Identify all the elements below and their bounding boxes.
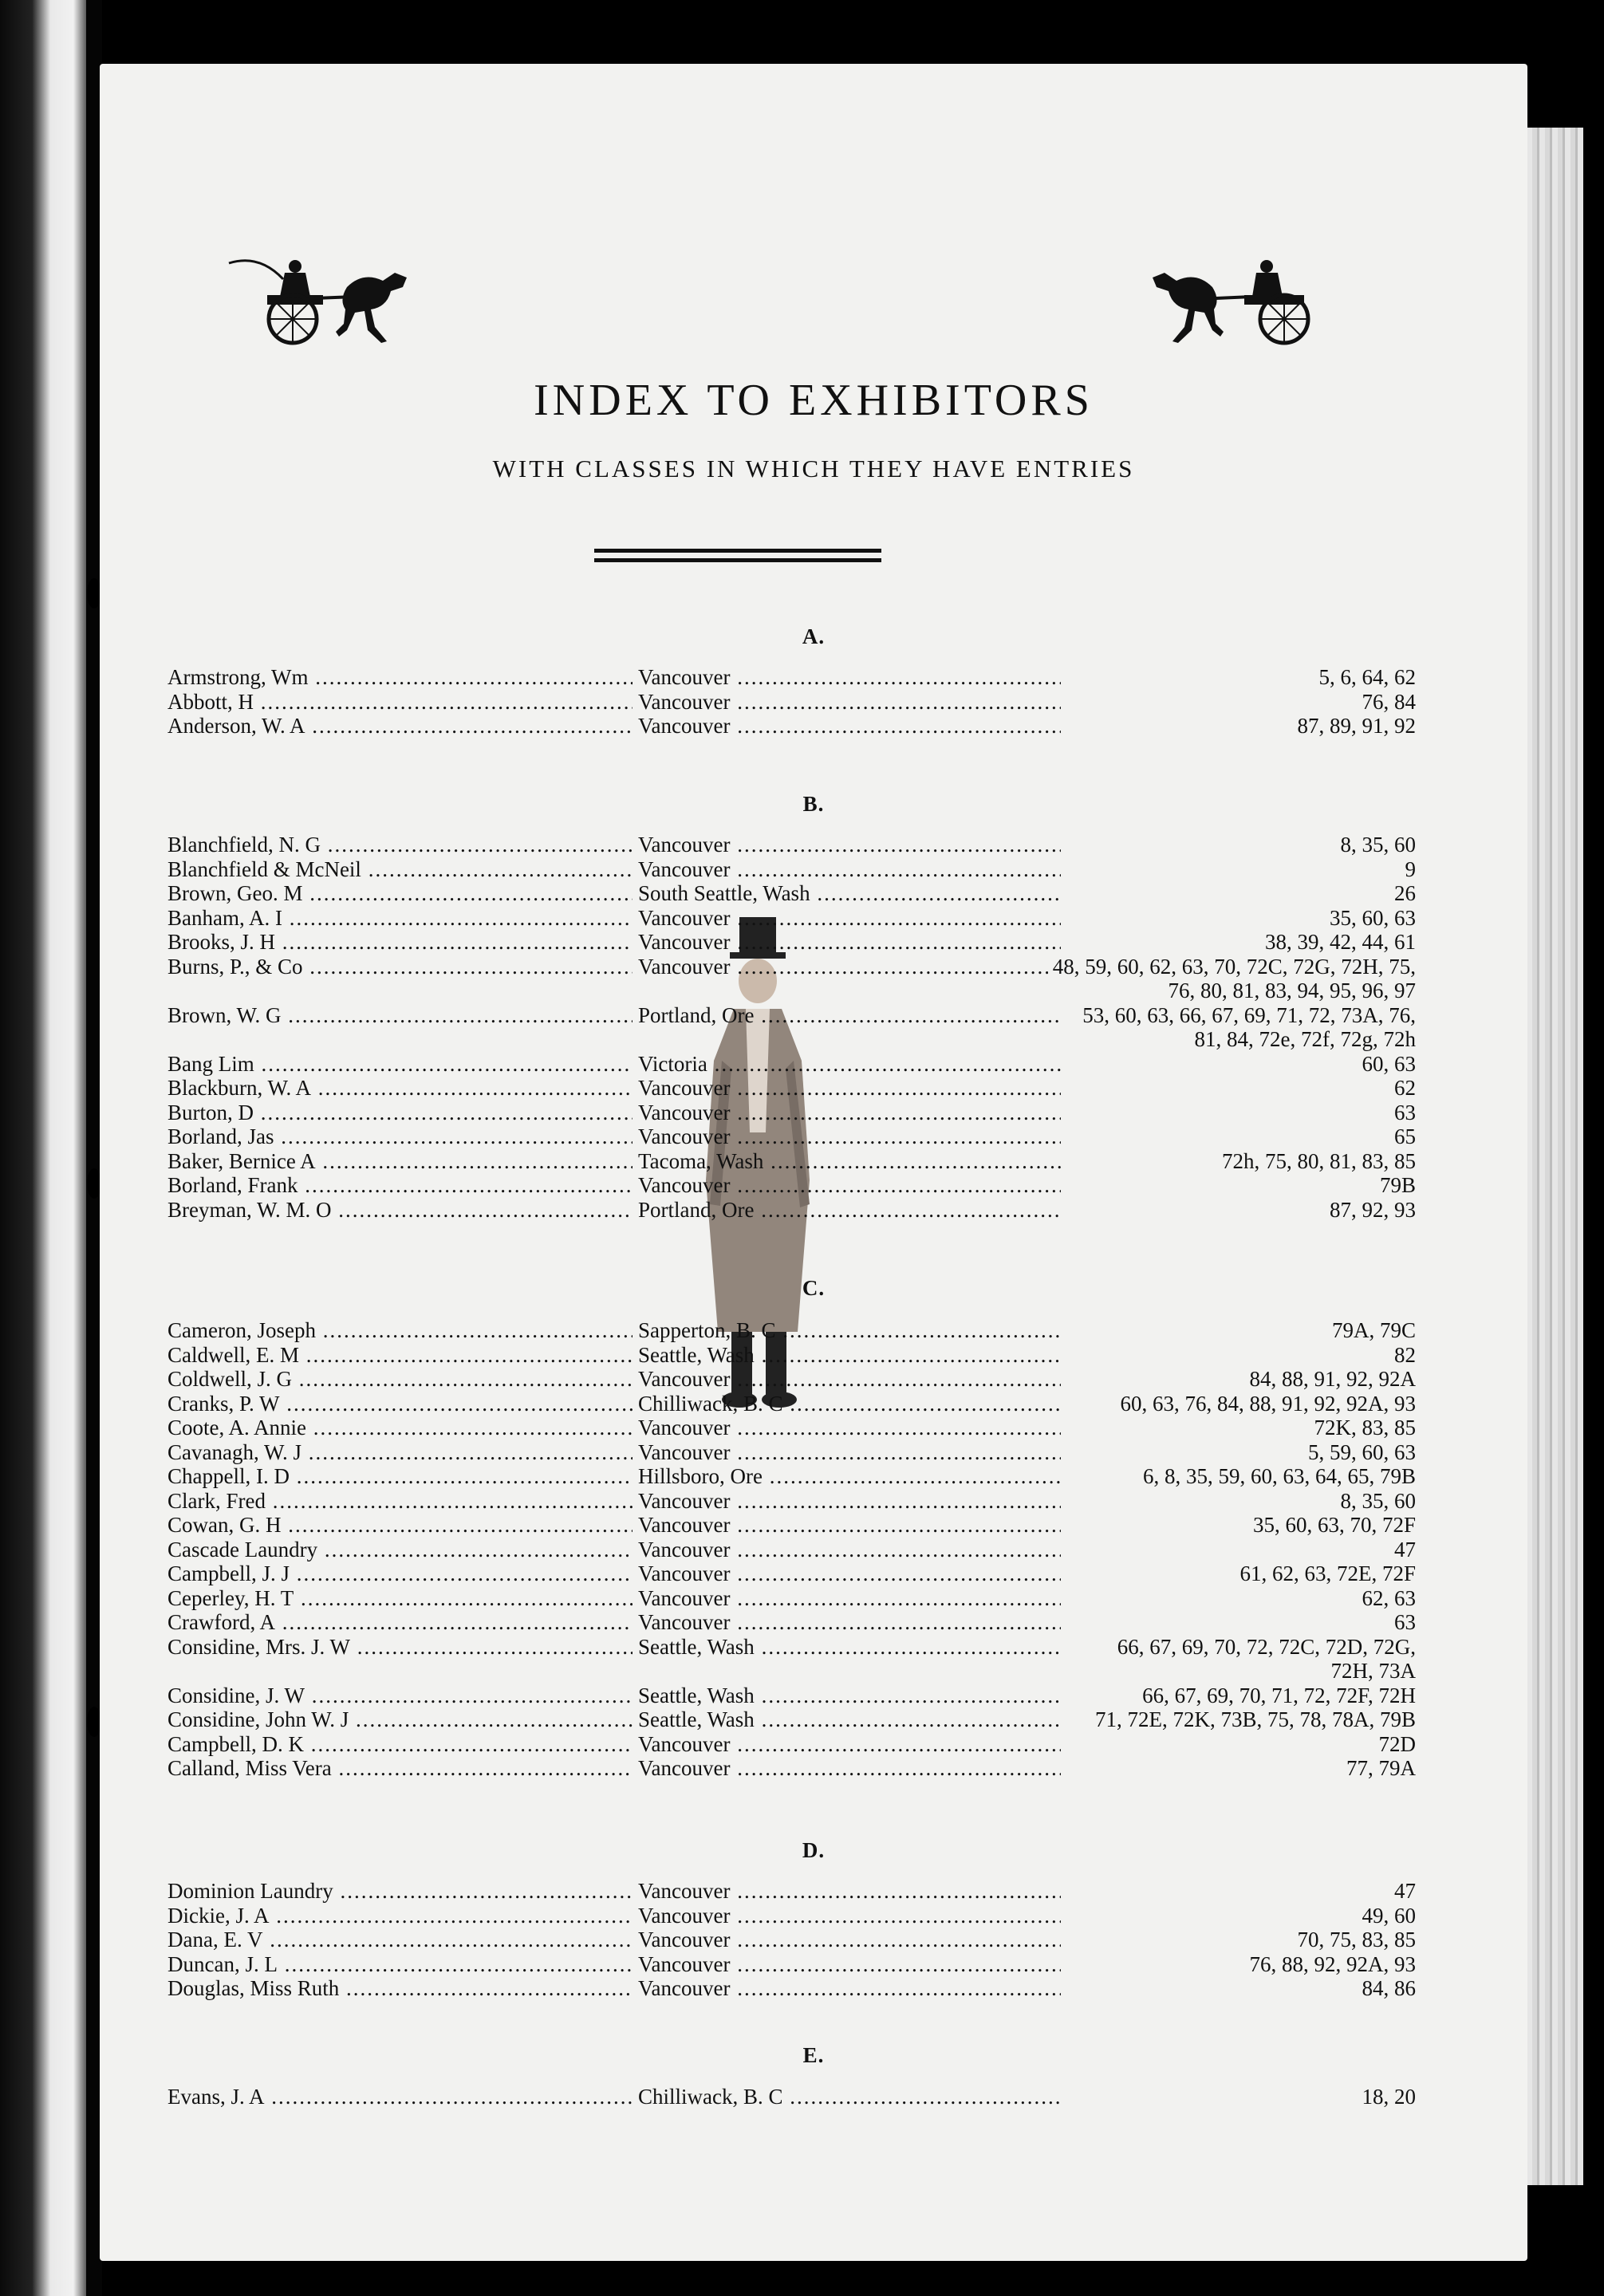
list-item bbox=[100, 1149, 1527, 1174]
list-item bbox=[100, 1440, 1527, 1465]
exhibitor-classes: 18, 20 bbox=[1358, 2085, 1417, 2109]
exhibitor-classes: 47 bbox=[1389, 1879, 1416, 1904]
title-rule bbox=[594, 558, 881, 562]
exhibitor-place: Tacoma, Wash ..... bbox=[638, 1149, 1061, 1174]
exhibitor-name: Considine, John W. J ..... bbox=[167, 1707, 633, 1732]
exhibitor-place: Vancouver ..... bbox=[638, 1489, 1061, 1514]
exhibitor-classes: 63 bbox=[1389, 1101, 1416, 1125]
exhibitor-name: Dana, E. V ..... bbox=[167, 1928, 633, 1952]
list-item bbox=[100, 1879, 1527, 1904]
exhibitor-name: Cranks, P. W ..... bbox=[167, 1392, 633, 1416]
list-item bbox=[100, 1343, 1527, 1368]
exhibitor-place: Vancouver ..... bbox=[638, 1904, 1061, 1928]
exhibitor-classes: 71, 72E, 72K, 73B, 75, 78, 78A, 79B bbox=[1090, 1707, 1416, 1732]
exhibitor-classes: 84, 86 bbox=[1358, 1976, 1417, 2001]
exhibitor-place: Seattle, Wash ..... bbox=[638, 1343, 1061, 1368]
exhibitor-place: Vancouver ..... bbox=[638, 1101, 1061, 1125]
exhibitor-place: Vancouver ..... bbox=[638, 1879, 1061, 1904]
exhibitor-name: Abbott, H ..... bbox=[167, 690, 633, 715]
section-letter-b: B. bbox=[802, 792, 825, 816]
list-item bbox=[100, 1464, 1527, 1489]
exhibitor-name: Blackburn, W. A ..... bbox=[167, 1076, 633, 1101]
section-letter-c: C. bbox=[802, 1276, 826, 1300]
section-d-entries bbox=[100, 1879, 1527, 2001]
list-item bbox=[100, 1489, 1527, 1514]
list-item bbox=[100, 1076, 1527, 1101]
exhibitor-classes: 5, 59, 60, 63 bbox=[1303, 1440, 1416, 1465]
exhibitor-name: Ceperley, H. T ..... bbox=[167, 1586, 633, 1611]
horse-cart-left-icon bbox=[227, 247, 423, 347]
exhibitor-name: Baker, Bernice A ..... bbox=[167, 1149, 633, 1174]
exhibitor-place: Sapperton, B. C ..... bbox=[638, 1318, 1061, 1343]
exhibitor-place: Vancouver ..... bbox=[638, 1440, 1061, 1465]
exhibitor-name: Burns, P., & Co ..... bbox=[167, 955, 633, 979]
exhibitor-place: Vancouver ..... bbox=[638, 1952, 1061, 1977]
exhibitor-classes: 9 bbox=[1401, 857, 1417, 882]
exhibitor-place: Vancouver ..... bbox=[638, 906, 1061, 931]
exhibitor-place: Vancouver ..... bbox=[638, 1076, 1061, 1101]
list-item bbox=[100, 881, 1527, 906]
page-title: INDEX TO EXHIBITORS bbox=[534, 376, 1094, 425]
exhibitor-name: Blanchfield & McNeil ..... bbox=[167, 857, 633, 882]
list-item bbox=[100, 690, 1527, 715]
list-item bbox=[100, 1173, 1527, 1198]
exhibitor-place: Vancouver ..... bbox=[638, 665, 1061, 690]
exhibitor-place: Vancouver ..... bbox=[638, 1976, 1061, 2001]
exhibitor-place: Victoria ..... bbox=[638, 1052, 1061, 1077]
exhibitor-classes: 35, 60, 63 bbox=[1325, 906, 1416, 931]
exhibitor-place: Vancouver ..... bbox=[638, 1513, 1061, 1538]
list-item bbox=[100, 1684, 1527, 1708]
list-item bbox=[100, 1732, 1527, 1757]
list-item bbox=[100, 665, 1527, 690]
exhibitor-place: Portland, Ore ..... bbox=[638, 1003, 1061, 1028]
exhibitor-name: Chappell, I. D ..... bbox=[167, 1464, 633, 1489]
exhibitor-place: Vancouver ..... bbox=[638, 1124, 1061, 1149]
exhibitor-classes-continued: 72H, 73A bbox=[1330, 1659, 1416, 1683]
exhibitor-classes: 66, 67, 69, 70, 71, 72, 72F, 72H bbox=[1137, 1684, 1416, 1708]
exhibitor-classes: 53, 60, 63, 66, 67, 69, 71, 72, 73A, 76, bbox=[1078, 1003, 1416, 1028]
list-item bbox=[100, 1416, 1527, 1440]
list-item bbox=[100, 1756, 1527, 1781]
exhibitor-name: Douglas, Miss Ruth ..... bbox=[167, 1976, 633, 2001]
exhibitor-classes: 65 bbox=[1389, 1124, 1416, 1149]
exhibitor-name: Breyman, W. M. O ..... bbox=[167, 1198, 633, 1223]
exhibitor-place: Vancouver ..... bbox=[638, 930, 1061, 955]
exhibitor-place: Vancouver ..... bbox=[638, 1610, 1061, 1635]
section-e-entries bbox=[100, 2085, 1527, 2109]
exhibitor-classes: 66, 67, 69, 70, 72, 72C, 72D, 72G, bbox=[1113, 1635, 1416, 1660]
list-item bbox=[100, 2085, 1527, 2109]
exhibitor-name: Campbell, J. J ..... bbox=[167, 1562, 633, 1586]
page-subtitle: WITH CLASSES IN WHICH THEY HAVE ENTRIES bbox=[492, 455, 1135, 482]
exhibitor-classes: 8, 35, 60 bbox=[1336, 833, 1417, 857]
list-item bbox=[100, 857, 1527, 882]
exhibitor-place: Vancouver ..... bbox=[638, 1538, 1061, 1562]
exhibitor-name: Clark, Fred ..... bbox=[167, 1489, 633, 1514]
exhibitor-classes: 38, 39, 42, 44, 61 bbox=[1260, 930, 1416, 955]
exhibitor-classes: 62 bbox=[1389, 1076, 1416, 1101]
exhibitor-name: Brown, Geo. M ..... bbox=[167, 881, 633, 906]
exhibitor-name: Crawford, A ..... bbox=[167, 1610, 633, 1635]
section-c-entries bbox=[100, 1318, 1527, 1781]
exhibitor-place: Vancouver ..... bbox=[638, 1756, 1061, 1781]
exhibitor-classes-continued: 81, 84, 72e, 72f, 72g, 72h bbox=[1194, 1027, 1416, 1051]
exhibitor-name: Banham, A. I ..... bbox=[167, 906, 633, 931]
exhibitor-classes: 35, 60, 63, 70, 72F bbox=[1248, 1513, 1416, 1538]
exhibitor-name: Dominion Laundry ..... bbox=[167, 1879, 633, 1904]
exhibitor-classes: 47 bbox=[1389, 1538, 1416, 1562]
exhibitor-name: Considine, Mrs. J. W ..... bbox=[167, 1635, 633, 1660]
exhibitor-classes: 63 bbox=[1389, 1610, 1416, 1635]
title-rule bbox=[594, 549, 881, 553]
exhibitor-classes: 49, 60 bbox=[1358, 1904, 1417, 1928]
list-item bbox=[100, 1367, 1527, 1392]
exhibitor-classes: 8, 35, 60 bbox=[1336, 1489, 1417, 1514]
exhibitor-name: Armstrong, Wm ..... bbox=[167, 665, 633, 690]
exhibitor-place: Vancouver ..... bbox=[638, 1416, 1061, 1440]
list-item bbox=[100, 714, 1527, 738]
list-item bbox=[100, 1635, 1527, 1684]
exhibitor-place: Vancouver ..... bbox=[638, 1367, 1061, 1392]
list-item bbox=[100, 1952, 1527, 1977]
exhibitor-place: Vancouver ..... bbox=[638, 1173, 1061, 1198]
exhibitor-classes: 48, 59, 60, 62, 63, 70, 72C, 72G, 72H, 75, bbox=[1048, 955, 1416, 979]
section-letter-a: A. bbox=[802, 624, 826, 648]
exhibitor-classes: 61, 62, 63, 72E, 72F bbox=[1235, 1562, 1416, 1586]
exhibitor-name: Dickie, J. A ..... bbox=[167, 1904, 633, 1928]
exhibitor-classes: 62, 63 bbox=[1358, 1586, 1417, 1611]
exhibitor-classes: 76, 88, 92, 92A, 93 bbox=[1245, 1952, 1417, 1977]
exhibitor-classes: 84, 88, 91, 92, 92A bbox=[1245, 1367, 1417, 1392]
exhibitor-place: Seattle, Wash ..... bbox=[638, 1635, 1061, 1660]
exhibitor-place: Vancouver ..... bbox=[638, 690, 1061, 715]
list-item bbox=[100, 833, 1527, 857]
exhibitor-classes: 87, 92, 93 bbox=[1325, 1198, 1416, 1223]
exhibitor-classes: 79B bbox=[1375, 1173, 1416, 1198]
exhibitor-place: Vancouver ..... bbox=[638, 1586, 1061, 1611]
list-item bbox=[100, 930, 1527, 955]
list-item bbox=[100, 1707, 1527, 1732]
exhibitor-name: Cavanagh, W. J ..... bbox=[167, 1440, 633, 1465]
exhibitor-name: Borland, Frank ..... bbox=[167, 1173, 633, 1198]
list-item bbox=[100, 1124, 1527, 1149]
exhibitor-classes: 77, 79A bbox=[1342, 1756, 1416, 1781]
exhibitor-name: Coldwell, J. G ..... bbox=[167, 1367, 633, 1392]
exhibitor-name: Burton, D ..... bbox=[167, 1101, 633, 1125]
list-item bbox=[100, 1101, 1527, 1125]
exhibitor-place: Vancouver ..... bbox=[638, 857, 1061, 882]
section-a-entries bbox=[100, 665, 1527, 738]
exhibitor-name: Campbell, D. K ..... bbox=[167, 1732, 633, 1757]
exhibitor-place: Vancouver ..... bbox=[638, 1928, 1061, 1952]
exhibitor-classes: 60, 63 bbox=[1358, 1052, 1417, 1077]
exhibitor-name: Brooks, J. H ..... bbox=[167, 930, 633, 955]
list-item bbox=[100, 1538, 1527, 1562]
exhibitor-name: Duncan, J. L ..... bbox=[167, 1952, 633, 1977]
exhibitor-name: Cameron, Joseph ..... bbox=[167, 1318, 633, 1343]
section-letter-d: D. bbox=[802, 1838, 826, 1862]
list-item bbox=[100, 1976, 1527, 2001]
list-item bbox=[100, 1198, 1527, 1223]
list-item bbox=[100, 906, 1527, 931]
exhibitor-name: Cowan, G. H ..... bbox=[167, 1513, 633, 1538]
list-item bbox=[100, 1562, 1527, 1586]
exhibitor-place: Vancouver ..... bbox=[638, 955, 1061, 979]
exhibitor-name: Anderson, W. A ..... bbox=[167, 714, 633, 738]
left-page-edge bbox=[0, 0, 92, 2296]
list-item bbox=[100, 1392, 1527, 1416]
exhibitor-place: Vancouver ..... bbox=[638, 1732, 1061, 1757]
list-item bbox=[100, 1318, 1527, 1343]
exhibitor-place: South Seattle, Wash ..... bbox=[638, 881, 1061, 906]
list-item bbox=[100, 1610, 1527, 1635]
exhibitor-place: Portland, Ore ..... bbox=[638, 1198, 1061, 1223]
list-item bbox=[100, 1052, 1527, 1077]
exhibitor-classes: 26 bbox=[1389, 881, 1416, 906]
exhibitor-classes: 6, 8, 35, 59, 60, 63, 64, 65, 79B bbox=[1138, 1464, 1416, 1489]
exhibitor-classes-continued: 76, 80, 81, 83, 94, 95, 96, 97 bbox=[1168, 979, 1416, 1002]
exhibitor-classes: 82 bbox=[1389, 1343, 1416, 1368]
section-letter-e: E. bbox=[802, 2043, 825, 2067]
list-item bbox=[100, 1513, 1527, 1538]
exhibitor-name: Coote, A. Annie ..... bbox=[167, 1416, 633, 1440]
horse-cart-right-icon bbox=[1141, 247, 1332, 347]
exhibitor-name: Evans, J. A ..... bbox=[167, 2085, 633, 2109]
exhibitor-name: Caldwell, E. M ..... bbox=[167, 1343, 633, 1368]
exhibitor-place: Seattle, Wash ..... bbox=[638, 1684, 1061, 1708]
exhibitor-place: Chilliwack, B. C ..... bbox=[638, 2085, 1061, 2109]
page-stack-edge bbox=[1519, 128, 1583, 2185]
exhibitor-place: Vancouver ..... bbox=[638, 833, 1061, 857]
document-page bbox=[100, 64, 1527, 2261]
list-item bbox=[100, 1904, 1527, 1928]
exhibitor-place: Seattle, Wash ..... bbox=[638, 1707, 1061, 1732]
exhibitor-place: Chilliwack, B. C ..... bbox=[638, 1392, 1061, 1416]
exhibitor-classes: 5, 6, 64, 62 bbox=[1314, 665, 1417, 690]
exhibitor-classes: 70, 75, 83, 85 bbox=[1293, 1928, 1417, 1952]
exhibitor-classes: 79A, 79C bbox=[1327, 1318, 1416, 1343]
exhibitor-name: Borland, Jas ..... bbox=[167, 1124, 633, 1149]
exhibitor-place: Vancouver ..... bbox=[638, 1562, 1061, 1586]
exhibitor-classes: 87, 89, 91, 92 bbox=[1293, 714, 1417, 738]
exhibitor-classes: 72h, 75, 80, 81, 83, 85 bbox=[1217, 1149, 1416, 1174]
exhibitor-classes: 60, 63, 76, 84, 88, 91, 92, 92A, 93 bbox=[1116, 1392, 1417, 1416]
exhibitor-name: Cascade Laundry ..... bbox=[167, 1538, 633, 1562]
exhibitor-name: Calland, Miss Vera ..... bbox=[167, 1756, 633, 1781]
exhibitor-classes: 72K, 83, 85 bbox=[1310, 1416, 1417, 1440]
list-item bbox=[100, 1586, 1527, 1611]
exhibitor-name: Considine, J. W ..... bbox=[167, 1684, 633, 1708]
exhibitor-classes: 76, 84 bbox=[1358, 690, 1417, 715]
exhibitor-name: Brown, W. G ..... bbox=[167, 1003, 633, 1028]
exhibitor-name: Bang Lim ..... bbox=[167, 1052, 633, 1077]
exhibitor-place: Vancouver ..... bbox=[638, 714, 1061, 738]
exhibitor-name: Blanchfield, N. G ..... bbox=[167, 833, 633, 857]
list-item bbox=[100, 1928, 1527, 1952]
exhibitor-place: Hillsboro, Ore ..... bbox=[638, 1464, 1061, 1489]
exhibitor-classes: 72D bbox=[1374, 1732, 1417, 1757]
